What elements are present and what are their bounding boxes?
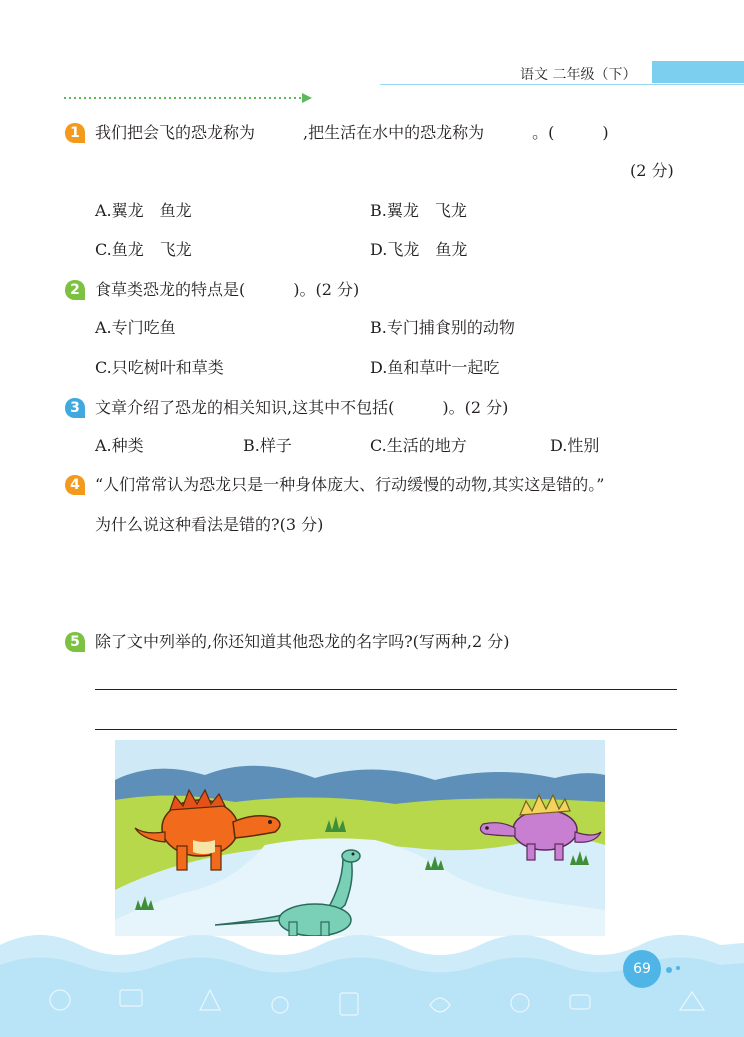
question-number: 5	[70, 634, 80, 650]
question-3-badge	[64, 397, 86, 419]
dotted-arrow-decoration	[64, 92, 314, 104]
question-5-text: 除了文中列举的,你还知道其他恐龙的名字吗?(写两种,2 分)	[95, 632, 510, 651]
question-1-option-b: B.翼龙 飞龙	[370, 201, 467, 220]
question-2-option-d: D.鱼和草叶一起吃	[370, 358, 500, 377]
question-1-score: (2 分)	[630, 161, 674, 180]
answer-line-2[interactable]	[95, 729, 677, 730]
question-3-text: 文章介绍了恐龙的相关知识,这其中不包括( )。(2 分)	[95, 398, 509, 417]
question-1-badge	[64, 122, 86, 144]
question-5-badge	[64, 631, 86, 653]
question-3-option-a: A.种类	[95, 436, 144, 455]
header-title: 语文 二年级（下）	[520, 67, 637, 83]
question-1-option-d: D.飞龙 鱼龙	[370, 240, 468, 259]
header-color-bar	[652, 61, 744, 83]
question-2-badge	[64, 279, 86, 301]
question-number: 4	[70, 477, 80, 493]
question-1-option-a: A.翼龙 鱼龙	[95, 201, 192, 220]
question-4-text-line2: 为什么说这种看法是错的?(3 分)	[95, 515, 324, 534]
question-4-text: “人们常常认为恐龙只是一种身体庞大、行动缓慢的动物,其实这是错的。”	[95, 475, 605, 494]
header-rule	[380, 84, 744, 85]
question-3-option-d: D.性别	[550, 436, 600, 455]
question-3-option-b: B.样子	[243, 436, 292, 455]
question-number: 1	[70, 125, 80, 141]
question-1-option-c: C.鱼龙 飞龙	[95, 240, 192, 259]
question-4-badge	[64, 474, 86, 496]
page-number: 69	[633, 961, 651, 977]
question-2-option-c: C.只吃树叶和草类	[95, 358, 224, 377]
question-2-text: 食草类恐龙的特点是( )。(2 分)	[95, 280, 360, 299]
question-number: 3	[70, 400, 80, 416]
question-2-option-b: B.专门捕食别的动物	[370, 318, 515, 337]
question-number: 2	[70, 282, 80, 298]
question-2-option-a: A.专门吃鱼	[95, 318, 176, 337]
answer-line-1[interactable]	[95, 689, 677, 690]
question-3-option-c: C.生活的地方	[370, 436, 467, 455]
page-number-dots-icon	[664, 960, 684, 980]
question-1-text: 我们把会飞的恐龙称为 ,把生活在水中的恐龙称为 。( )	[95, 123, 609, 142]
